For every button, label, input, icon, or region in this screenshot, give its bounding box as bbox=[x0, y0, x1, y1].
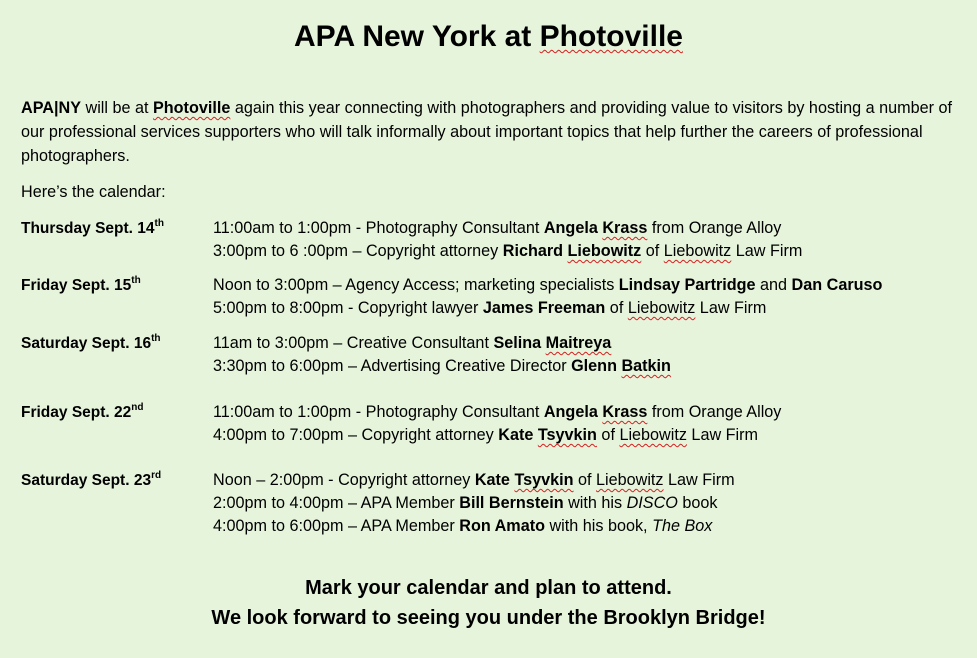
event-item: 4:00pm to 6:00pm – APA Member Ron Amato with his book, The Box bbox=[213, 517, 713, 535]
day-label: Saturday Sept. 16th bbox=[21, 332, 161, 352]
day-events bbox=[213, 274, 882, 320]
intro-paragraph bbox=[21, 96, 966, 168]
day-label: Friday Sept. 15th bbox=[21, 274, 141, 294]
event-item: 11:00am to 1:00pm - Photography Consultant Angela Krass from Orange Alloy bbox=[213, 403, 782, 421]
event-item: 11am to 3:00pm – Creative Consultant Selina Maitreya bbox=[213, 334, 612, 352]
event-item: 11:00am to 1:00pm - Photography Consultant Angela Krass from Orange Alloy bbox=[213, 219, 782, 237]
calendar-lead: Here’s the calendar: bbox=[21, 183, 166, 201]
event-item: 3:30pm to 6:00pm – Advertising Creative Director Glenn Batkin bbox=[213, 357, 671, 375]
day-events bbox=[213, 332, 671, 378]
event-item: 2:00pm to 4:00pm – APA Member Bill Bernstein with his DISCO book bbox=[213, 494, 718, 512]
intro-text-1: will be at bbox=[81, 99, 153, 117]
event-item: 5:00pm to 8:00pm - Copyright lawyer James Freeman of Liebowitz Law Firm bbox=[213, 299, 767, 317]
day-label: Saturday Sept. 23rd bbox=[21, 469, 162, 489]
day-events bbox=[213, 217, 802, 263]
day-label: Friday Sept. 22nd bbox=[21, 401, 144, 421]
intro-text-2: again this year connecting with photographers and providing value to visitors by hosting a number of our professional services supporters who will talk informally about important topics that help further the careers of professional photographers. bbox=[21, 99, 953, 165]
page-title bbox=[0, 17, 977, 57]
day-events bbox=[213, 469, 735, 538]
org-name: APA|NY bbox=[21, 99, 81, 117]
event-item: 4:00pm to 7:00pm – Copyright attorney Kate Tsyvkin of Liebowitz Law Firm bbox=[213, 426, 758, 444]
closing-line-1: Mark your calendar and plan to attend. bbox=[305, 577, 672, 599]
closing-line-2: We look forward to seeing you under the Brooklyn Bridge! bbox=[211, 607, 766, 629]
day-label: Thursday Sept. 14th bbox=[21, 217, 164, 237]
title-venue: Photoville bbox=[539, 20, 683, 53]
title-text: APA New York at bbox=[294, 20, 540, 53]
day-events bbox=[213, 401, 781, 447]
event-item: 3:00pm to 6 :00pm – Copyright attorney Richard Liebowitz of Liebowitz Law Firm bbox=[213, 242, 803, 260]
venue-name: Photoville bbox=[152, 99, 231, 117]
closing-message bbox=[0, 573, 977, 633]
event-item: Noon – 2:00pm - Copyright attorney Kate Tsyvkin of Liebowitz Law Firm bbox=[213, 471, 735, 489]
event-item: Noon to 3:00pm – Agency Access; marketing specialists Lindsay Partridge and Dan Caruso bbox=[213, 276, 883, 294]
